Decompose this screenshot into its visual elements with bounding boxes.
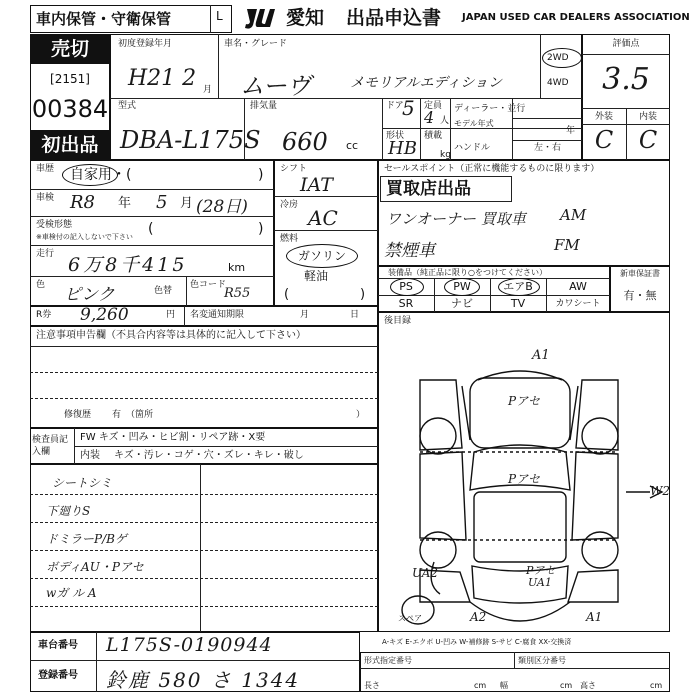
name-grade-label: 車名・グレード: [224, 39, 288, 49]
inspection-month: 5: [156, 192, 168, 213]
rear-right-wheel: [582, 532, 618, 568]
category-value: 自家用・(: [70, 167, 132, 183]
reg-label: 登録番号: [38, 670, 78, 681]
displacement-value: 660: [282, 128, 328, 156]
interior-row: キズ・汚レ・コゲ・穴・ズレ・キレ・破し: [114, 450, 304, 461]
mark-a1-front: A1: [532, 348, 550, 363]
color-label: 色: [36, 280, 46, 290]
rear-seat-label: 後目録: [384, 316, 412, 326]
length-label: 長さ: [364, 681, 380, 690]
displacement-label: 排気量: [250, 101, 278, 111]
doors-value: 5: [402, 96, 415, 120]
name-change-label: 名変通知期限: [190, 310, 245, 320]
loading-label: 積載: [424, 131, 443, 141]
interior-value: C: [638, 126, 658, 154]
mark-a2: A2: [470, 610, 487, 624]
equipment-ps: PS: [399, 280, 413, 293]
grade-value: メモリアルエディション: [350, 75, 503, 91]
category-label: 車歴: [36, 164, 55, 174]
lot-number: 00384: [31, 95, 109, 123]
sales-line-2: 禁煙車: [384, 241, 435, 261]
equipment-label: 装備品（純正品に限り○をつけてください）: [388, 268, 547, 277]
sales-line-3b: FM: [554, 236, 580, 254]
form-spec-label: 形式指定番号: [364, 656, 412, 665]
lot-prefix: [2151]: [50, 72, 90, 86]
mark-w2: W2: [650, 484, 670, 498]
doors-label: ドア: [386, 101, 404, 111]
note-2: 下廻りS: [46, 504, 91, 518]
ju-logo-icon: [243, 5, 283, 31]
sold-badge: 売切: [30, 34, 110, 64]
shape-label: 形状: [386, 131, 405, 141]
equipment-seat: カワシート: [555, 299, 601, 309]
model-value: DBA-L175S: [120, 126, 261, 154]
model-label: 型式: [118, 101, 137, 111]
height-label: 高さ: [580, 681, 596, 690]
note-4: ボディAU・Pアセ: [46, 560, 144, 574]
mark-ua2: UA2: [412, 566, 439, 580]
score-label: 評価点: [612, 39, 640, 49]
mark-ua1: UA1: [528, 576, 552, 589]
note-3: ドミラーP/Bゲ: [46, 532, 127, 546]
fuel-gasoline: ガソリン: [298, 249, 347, 263]
form-title: 出品申込書: [346, 7, 442, 29]
dealer-label: ディーラー・並行: [454, 104, 526, 114]
mark-hood-pase: Pアセ: [508, 394, 540, 408]
inspection-day: (28日): [196, 197, 248, 217]
exterior-label: 外装: [594, 112, 613, 122]
score-value: 3.5: [602, 62, 650, 97]
spare-label: スペア: [398, 614, 422, 623]
color-value: ピンク: [64, 285, 115, 305]
warranty-options: 有・無: [623, 289, 657, 302]
equipment-airbag: エアB: [503, 280, 533, 293]
note-1: シートシミ: [52, 476, 113, 490]
color-code-value: R55: [224, 286, 251, 301]
storage-mark: L: [216, 9, 223, 23]
interior-label: 内装: [638, 112, 657, 122]
receive-label: 受検形態: [36, 220, 73, 230]
aircon-value: AC: [308, 206, 338, 230]
shift-label: シフト: [280, 164, 308, 174]
reg-value: 鈴鹿 580 さ 1344: [106, 668, 301, 692]
left-rear-door: [420, 452, 466, 540]
mileage-value: 6万8千415: [68, 254, 188, 276]
receive-note: ※車検付の記入しないで下さい: [36, 233, 133, 241]
roof-panel: [474, 492, 566, 562]
english-name: JAPAN USED CAR DEALERS ASSOCIATION: [462, 12, 690, 23]
color-swap-label: 色替: [154, 286, 173, 296]
exterior-value: C: [594, 126, 614, 154]
model-year-label: モデル年式: [454, 119, 494, 128]
repair-label: 修復歴: [64, 410, 92, 420]
fw-row: FW キズ・凹み・ヒビ割・リペア跡・X要: [80, 432, 266, 443]
chassis-label: 車台番号: [38, 640, 78, 651]
damage-legend: A-キズ E-エクボ U-凹み W-補修跡 S-サビ C-腐食 XX-交換済: [382, 638, 572, 646]
first-listing-badge: 初出品: [30, 130, 110, 160]
chassis-value: L175S-0190944: [106, 634, 273, 656]
divider: [210, 5, 211, 33]
first-reg-label: 初度登録年月: [118, 39, 173, 49]
car-name-value: ムーヴ: [240, 72, 311, 100]
sales-line-3a: AM: [560, 206, 587, 224]
hood-panel: [470, 378, 570, 448]
equipment-sr: SR: [398, 297, 414, 310]
inspector-label: 検査員記入欄: [32, 435, 69, 457]
right-rear-door: [572, 452, 618, 540]
shape-value: HB: [388, 138, 417, 159]
equipment-aw: AW: [569, 280, 587, 293]
recycle-value: 9,260: [80, 305, 129, 325]
mark-rear-pase: Pアセ: [526, 564, 556, 577]
note-5: wガ ル A: [46, 586, 97, 600]
width-label: 幅: [500, 681, 508, 690]
color-code-label: 色コード: [190, 280, 227, 290]
fuel-label: 燃料: [280, 234, 299, 244]
shift-value: IAT: [300, 174, 333, 196]
rear-left-wheel: [420, 532, 456, 568]
inspection-label: 車検: [36, 193, 55, 203]
handle-label: ハンドル: [454, 143, 491, 153]
capacity-label: 定員: [424, 101, 443, 111]
category-no-label: 類別区分番号: [518, 656, 566, 665]
storage-label: 車内保管・守衛保管: [36, 10, 172, 28]
first-reg-value: H21 2: [128, 66, 197, 91]
interior-row-label: 内装: [80, 450, 100, 461]
inspection-era: R8: [70, 192, 96, 213]
mark-roof-pase: Pアセ: [508, 472, 540, 486]
mark-a1-rear: A1: [586, 610, 603, 624]
sales-points-label: セールスポイント（正常に機能するものに限ります）: [384, 164, 600, 174]
recycle-label: R券: [36, 310, 52, 320]
warranty-label: 新車保証書: [620, 269, 660, 278]
repair-value: 有: [112, 410, 122, 420]
drive-4wd: 4WD: [547, 78, 569, 88]
equipment-navi: ナビ: [451, 297, 473, 310]
mileage-label: 走行: [36, 249, 55, 259]
equipment-pw: PW: [453, 280, 471, 293]
handle-options: 左・右: [534, 143, 562, 153]
equipment-tv: TV: [510, 297, 526, 310]
caution-label: 注意事項申告欄（不具合内容等は具体的に記入して下さい）: [36, 330, 306, 341]
fuel-diesel: 軽油: [304, 269, 329, 283]
buyer-badge: 買取店出品: [386, 179, 471, 199]
drive-2wd: 2WD: [547, 53, 569, 63]
capacity-value: 4: [424, 108, 435, 127]
org-name: 愛知: [286, 7, 325, 29]
sales-line-1: ワンオーナー 買取車: [386, 210, 526, 228]
aircon-label: 冷房: [280, 200, 299, 210]
